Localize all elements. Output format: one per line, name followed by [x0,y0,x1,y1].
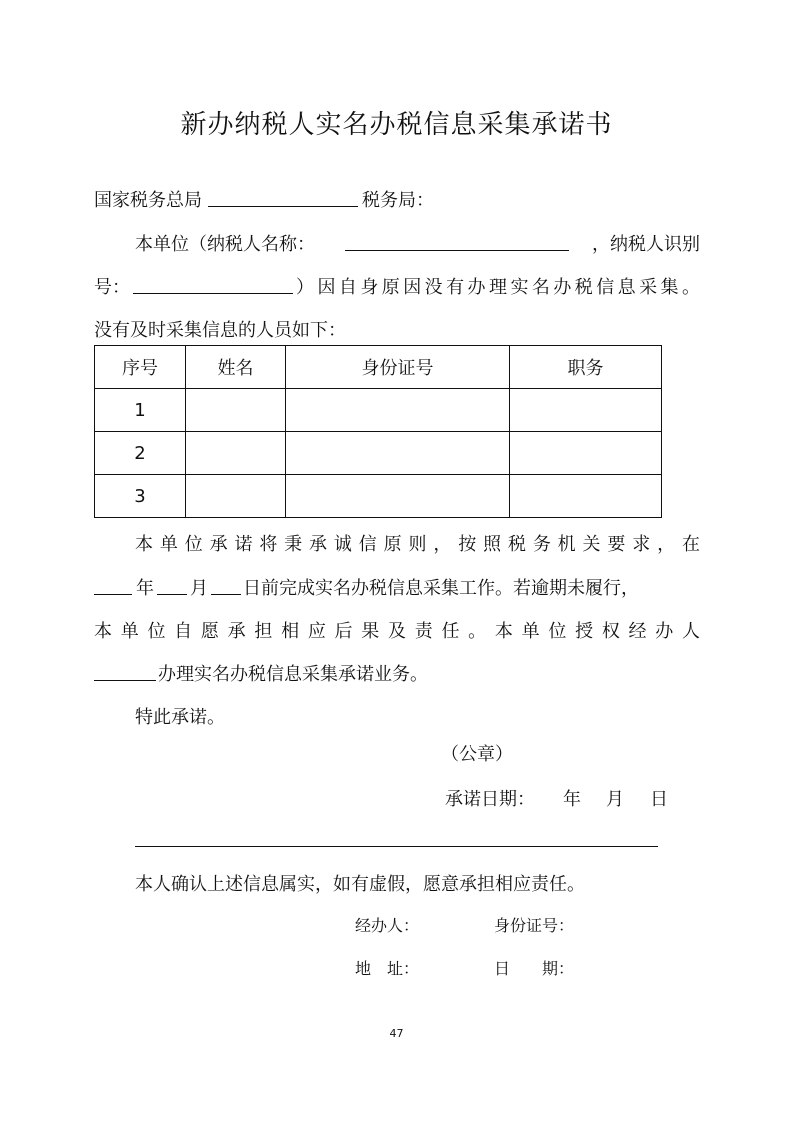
salutation-suffix: 税务局： [362,190,434,211]
promise-date-year: 年 [563,789,581,810]
date-label: 日 期： [494,959,575,978]
header-seq: 序号 [95,346,186,389]
promise-date-label: 承诺日期： [445,789,535,810]
confirm-text: 本人确认上述信息属实，如有虚假，愿意承担相应责任。 [135,874,585,895]
tax-bureau-blank [208,206,358,207]
row-id-cell [286,389,510,432]
para1-number-label: 号： [94,277,130,298]
para1-tin-label: ，纳税人识别 [592,234,700,255]
row-name-cell [186,475,286,518]
deadline-year-blank [94,594,132,595]
id-number-label: 身份证号： [494,916,575,935]
staff-table [94,345,662,518]
promise-date-day: 日 [650,789,668,810]
deadline-month-blank [157,594,187,595]
header-name: 姓名 [186,346,286,389]
row-name-cell [186,389,286,432]
deadline-year-label: 年 [136,578,154,599]
para2-line1: 本单位承诺将秉承诚信原则，按照税务机关要求，在 [135,534,700,555]
closing-text: 特此承诺。 [135,707,225,728]
header-position: 职务 [510,346,662,389]
header-id-number: 身份证号 [286,346,510,389]
row-position-cell [510,432,662,475]
row-position-cell [510,389,662,432]
row-name-cell [186,432,286,475]
salutation-prefix: 国家税务总局 [94,190,202,211]
promise-date-month: 月 [606,789,624,810]
para2-line2: 日前完成实名办税信息采集工作。若逾期未履行， [243,578,639,599]
row-id-cell [286,475,510,518]
address-label: 地 址： [355,959,420,978]
row-seq: 3 [95,475,186,518]
para2-line3: 本单位自愿承担相应后果及责任。本单位授权经办人 [94,621,700,642]
seal-label: （公章） [441,744,513,765]
row-position-cell [510,475,662,518]
tin-blank [133,293,293,294]
row-id-cell [286,432,510,475]
table-header-row [95,346,662,389]
para1-intro: 本单位（纳税人名称： [135,234,315,255]
deadline-day-blank [211,594,241,595]
para2-line4: 办理实名办税信息采集承诺业务。 [158,664,428,685]
table-row [95,432,662,475]
agent-blank [94,680,156,681]
row-seq: 1 [95,389,186,432]
agent-label: 经办人： [355,916,420,935]
para1-reason: ）因自身原因没有办理实名办税信息采集。 [296,277,700,298]
page-number: 47 [389,1027,404,1040]
document-title: 新办纳税人实名办税信息采集承诺书 [180,110,613,140]
para1-staff-intro: 没有及时采集信息的人员如下： [94,320,346,341]
table-row [95,389,662,432]
section-separator [135,846,658,847]
taxpayer-name-blank [345,250,569,251]
deadline-month-label: 月 [190,578,208,599]
table-row [95,475,662,518]
row-seq: 2 [95,432,186,475]
